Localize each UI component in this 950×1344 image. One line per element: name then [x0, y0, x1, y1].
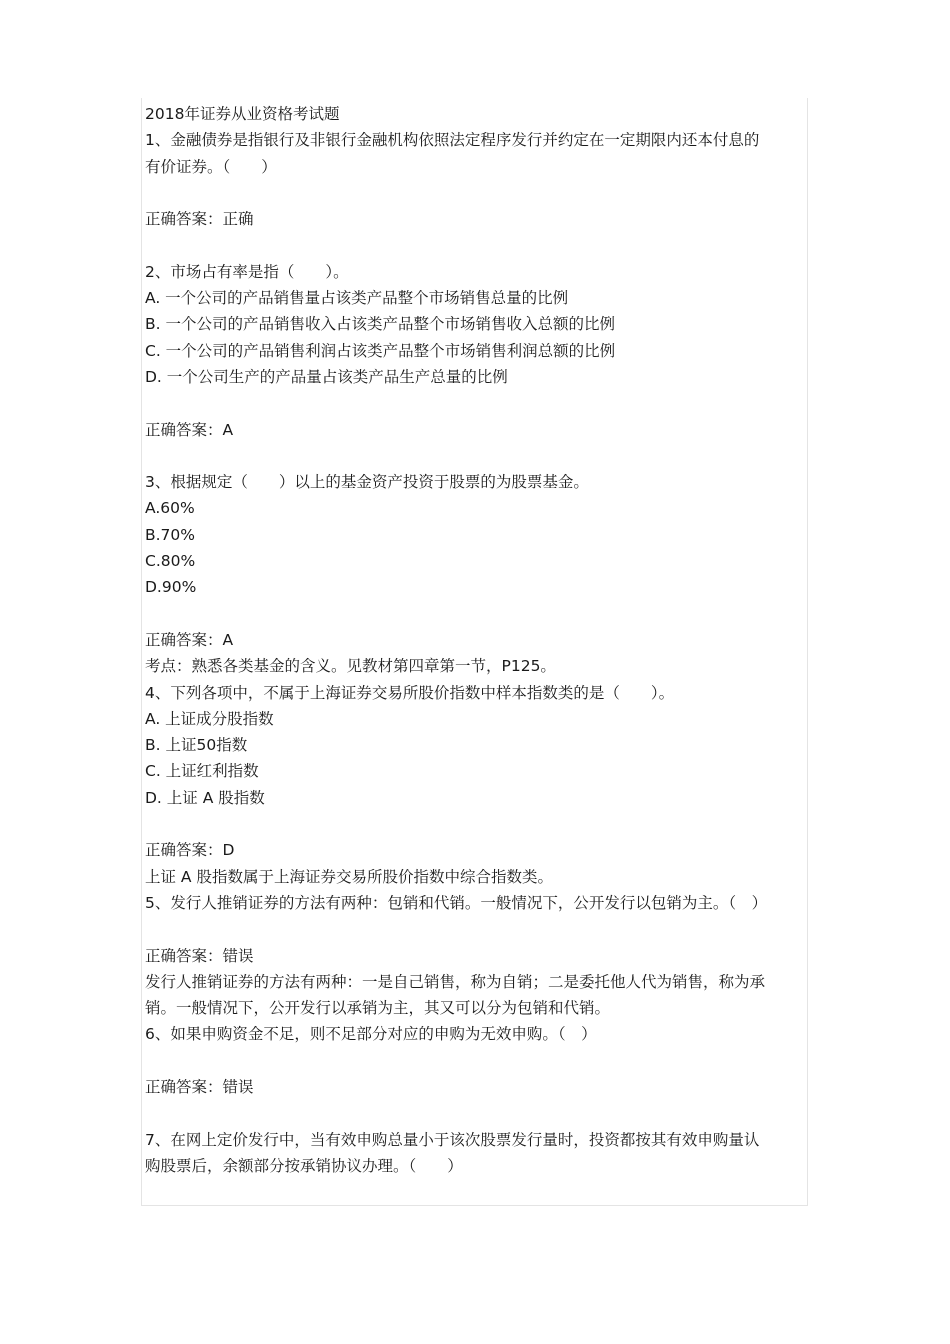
text-line: D.90% — [145, 578, 197, 597]
text-line: C.80% — [145, 552, 196, 571]
text-line: D. 一个公司生产的产品量占该类产品生产总量的比例 — [145, 367, 508, 386]
document-body — [145, 101, 817, 1179]
blank-line — [145, 443, 817, 469]
text-line: C. 上证红利指数 — [145, 762, 259, 781]
text-line: 正确答案：错误 — [145, 1077, 254, 1096]
blank-line — [145, 916, 817, 942]
text-line: D. 上证 A 股指数 — [145, 788, 265, 807]
text-line: 正确答案：D — [145, 841, 235, 860]
text-line: A. 一个公司的产品销售量占该类产品整个市场销售总量的比例 — [145, 289, 569, 308]
text-line: 正确答案：A — [145, 630, 234, 649]
text-line: 正确答案：错误 — [145, 946, 254, 965]
blank-line — [145, 180, 817, 206]
text-line: 1、金融债券是指银行及非银行金融机构依照法定程序发行并约定在一定期限内还本付息的 — [145, 131, 760, 150]
text-line: 6、如果申购资金不足，则不足部分对应的申购为无效申购。（ ） — [145, 1025, 597, 1044]
text-line: 3、根据规定（ ）以上的基金资产投资于股票的为股票基金。 — [145, 473, 589, 492]
text-line: 7、在网上定价发行中，当有效申购总量小于该次股票发行量时，投资都按其有效申购量认 — [145, 1130, 760, 1149]
text-line: 4、下列各项中，不属于上海证券交易所股价指数中样本指数类的是（ ）。 — [145, 683, 675, 702]
question-lines — [145, 127, 817, 1179]
text-line: B. 上证50指数 — [145, 736, 248, 755]
text-line: 购股票后，余额部分按承销协议办理。（ ） — [145, 1156, 463, 1175]
text-line: 上证 A 股指数属于上海证券交易所股价指数中综合指数类。 — [145, 867, 553, 886]
text-line: 有价证券。（ ） — [145, 157, 277, 176]
blank-line — [145, 390, 817, 416]
text-line: 2、市场占有率是指（ ）。 — [145, 262, 349, 281]
blank-line — [145, 1048, 817, 1074]
blank-line — [145, 811, 817, 837]
blank-line — [145, 1100, 817, 1126]
text-line: B. 一个公司的产品销售收入占该类产品整个市场销售收入总额的比例 — [145, 315, 615, 334]
text-line: B.70% — [145, 525, 196, 544]
text-line: A. 上证成分股指数 — [145, 709, 274, 728]
text-line: 发行人推销证券的方法有两种：一是自己销售，称为自销；二是委托他人代为销售，称为承 — [145, 972, 766, 991]
document-title: 2018年证券从业资格考试题 — [145, 105, 340, 123]
blank-line — [145, 232, 817, 258]
text-line: C. 一个公司的产品销售利润占该类产品整个市场销售利润总额的比例 — [145, 341, 616, 360]
text-line: A.60% — [145, 499, 195, 518]
text-line: 考点：熟悉各类基金的含义。见教材第四章第一节，P125。 — [145, 657, 556, 676]
text-line: 正确答案：A — [145, 420, 234, 439]
blank-line — [145, 601, 817, 627]
text-line: 销。一般情况下，公开发行以承销为主，其又可以分为包销和代销。 — [145, 999, 611, 1018]
text-line: 正确答案：正确 — [145, 210, 254, 229]
text-line: 5、发行人推销证券的方法有两种：包销和代销。一般情况下，公开发行以包销为主。（ ） — [145, 893, 768, 912]
